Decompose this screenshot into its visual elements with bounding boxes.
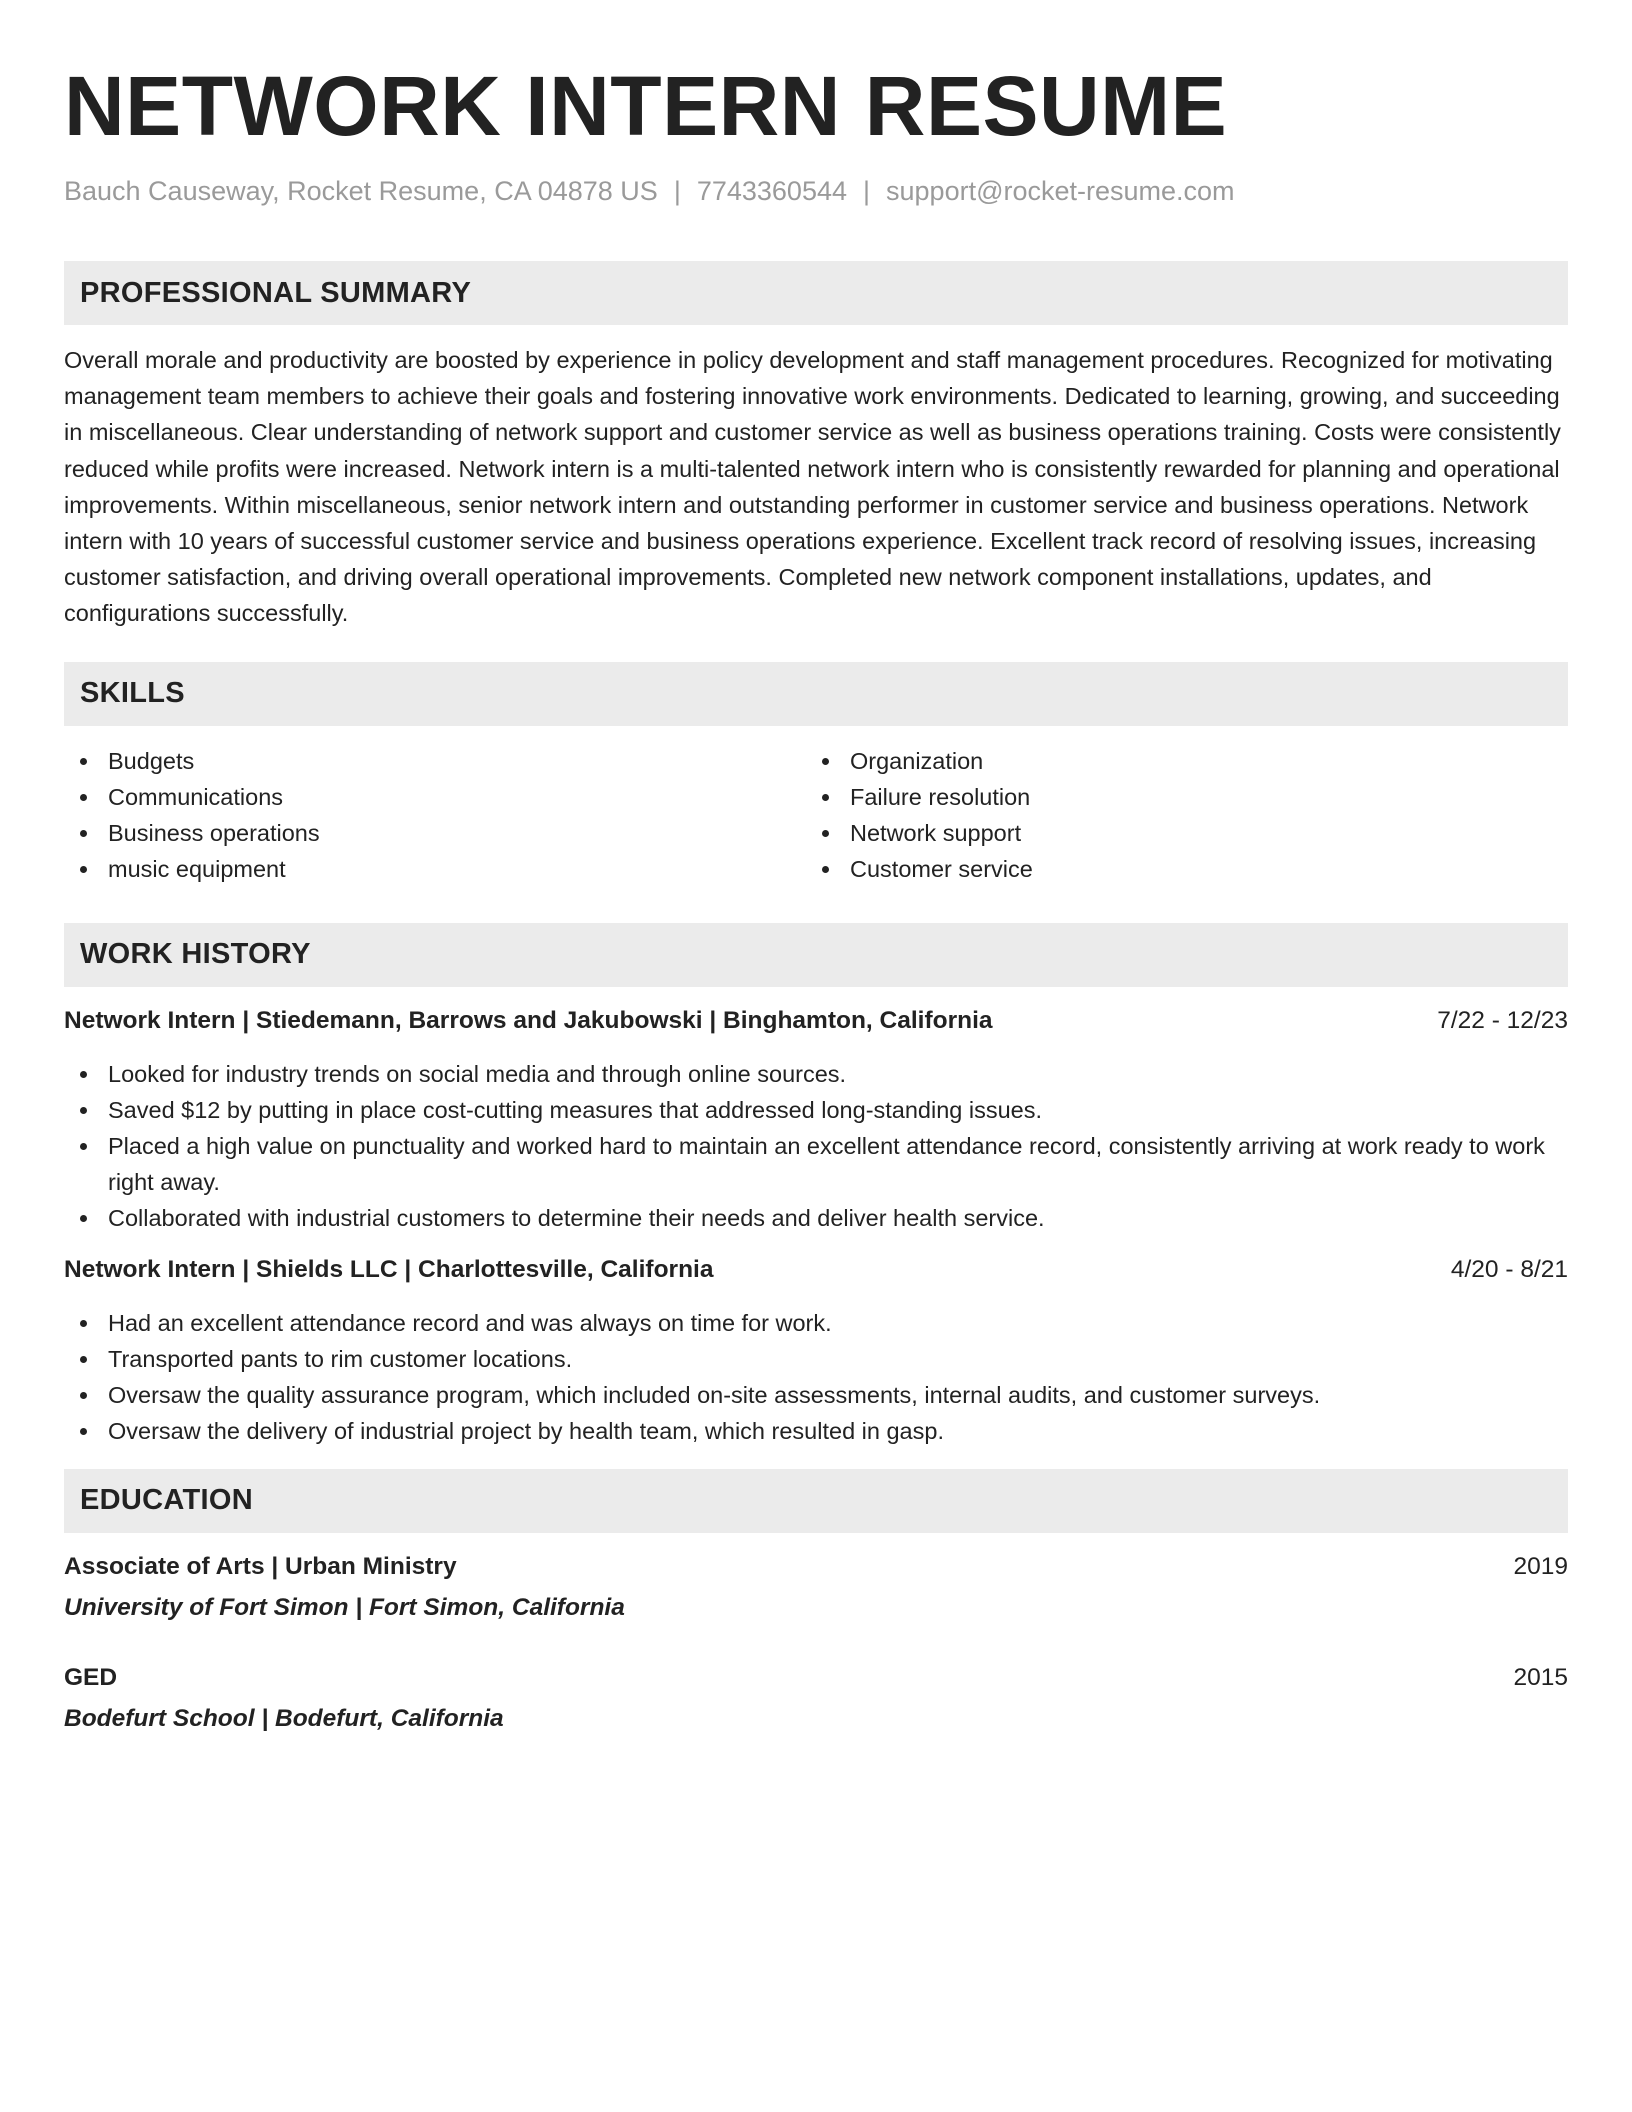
job-bullet: Collaborated with industrial customers to determine their needs and deliver health service. — [64, 1200, 1568, 1236]
contact-email: support@rocket-resume.com — [886, 176, 1235, 206]
job-entry — [64, 1252, 1568, 1449]
job-dates: 7/22 - 12/23 — [1437, 1006, 1568, 1034]
skill-item: Failure resolution — [806, 779, 1548, 815]
job-header — [64, 1252, 1568, 1288]
job-entry — [64, 1003, 1568, 1236]
education-header — [64, 1660, 1568, 1696]
education-year: 2019 — [1513, 1552, 1568, 1580]
skills-column-left — [64, 743, 806, 887]
job-title: Network Intern | Stiedemann, Barrows and Jakubowski | Binghamton, California — [64, 1006, 993, 1034]
skills-heading: SKILLS — [64, 662, 1568, 726]
skill-item: music equipment — [64, 851, 806, 887]
education-year: 2015 — [1513, 1663, 1568, 1691]
job-bullets — [64, 1056, 1568, 1236]
skill-item: Customer service — [806, 851, 1548, 887]
job-bullet: Saved $12 by putting in place cost-cutting measures that addressed long-standing issues. — [64, 1092, 1568, 1128]
skill-item: Communications — [64, 779, 806, 815]
contact-phone: 7743360544 — [696, 176, 847, 206]
job-bullets — [64, 1305, 1568, 1449]
skill-item: Network support — [806, 815, 1548, 851]
education-heading: EDUCATION — [64, 1469, 1568, 1533]
resume-title: NETWORK INTERN RESUME — [64, 59, 1228, 153]
skill-item: Business operations — [64, 815, 806, 851]
job-dates: 4/20 - 8/21 — [1450, 1255, 1568, 1283]
skill-item: Organization — [806, 743, 1548, 779]
job-bullet: Had an excellent attendance record and was always on time for work. — [64, 1305, 1568, 1341]
skills-column-right — [806, 743, 1548, 887]
work-history-heading: WORK HISTORY — [64, 923, 1568, 987]
job-header — [64, 1003, 1568, 1039]
skill-item: Budgets — [64, 743, 806, 779]
education-entry — [64, 1660, 1568, 1737]
education-school: Bodefurt School | Bodefurt, California — [64, 1704, 504, 1732]
job-bullet: Transported pants to rim customer locations. — [64, 1341, 1568, 1377]
contact-separator: | — [673, 176, 681, 206]
education-degree: Associate of Arts | Urban Ministry — [64, 1552, 457, 1580]
contact-address: Bauch Causeway, Rocket Resume, CA 04878 US — [64, 176, 658, 206]
education-school: University of Fort Simon | Fort Simon, California — [64, 1593, 625, 1621]
summary-heading: PROFESSIONAL SUMMARY — [64, 261, 1568, 325]
job-bullet: Oversaw the quality assurance program, which included on-site assessments, internal audits, and customer surveys. — [64, 1377, 1568, 1413]
education-degree: GED — [64, 1663, 118, 1691]
education-header — [64, 1549, 1568, 1585]
job-title: Network Intern | Shields LLC | Charlottesville, California — [64, 1255, 714, 1283]
contact-separator: | — [863, 176, 871, 206]
contact-line — [64, 174, 1568, 208]
job-bullet: Looked for industry trends on social media and through online sources. — [64, 1056, 1568, 1092]
summary-text: Overall morale and productivity are boosted by experience in policy development and staff management procedures. Recognized for motivating management team members to achieve their goals and fostering innovative work environments. Dedicated to learning, growing, and succeeding in miscellaneous. Clear understanding of network support and customer service as well as business operations training. Costs were consistently reduced while profits were increased. Network intern is a multi-talented network intern who is consistently rewarded for planning and operational improvements. Within miscellaneous, senior network intern and outstanding performer in customer service and business operations. Network intern with 10 years of successful customer service and business operations experience. Excellent track record of resolving issues, increasing customer satisfaction, and driving overall operational improvements. Completed new network component installations, updates, and configurations successfully. — [64, 347, 1561, 627]
job-bullet: Placed a high value on punctuality and worked hard to maintain an excellent attendance record, consistently arriving at work ready to work right away. — [64, 1128, 1568, 1200]
education-entry — [64, 1549, 1568, 1626]
job-bullet: Oversaw the delivery of industrial project by health team, which resulted in gasp. — [64, 1413, 1568, 1449]
skills-list — [64, 743, 1568, 887]
